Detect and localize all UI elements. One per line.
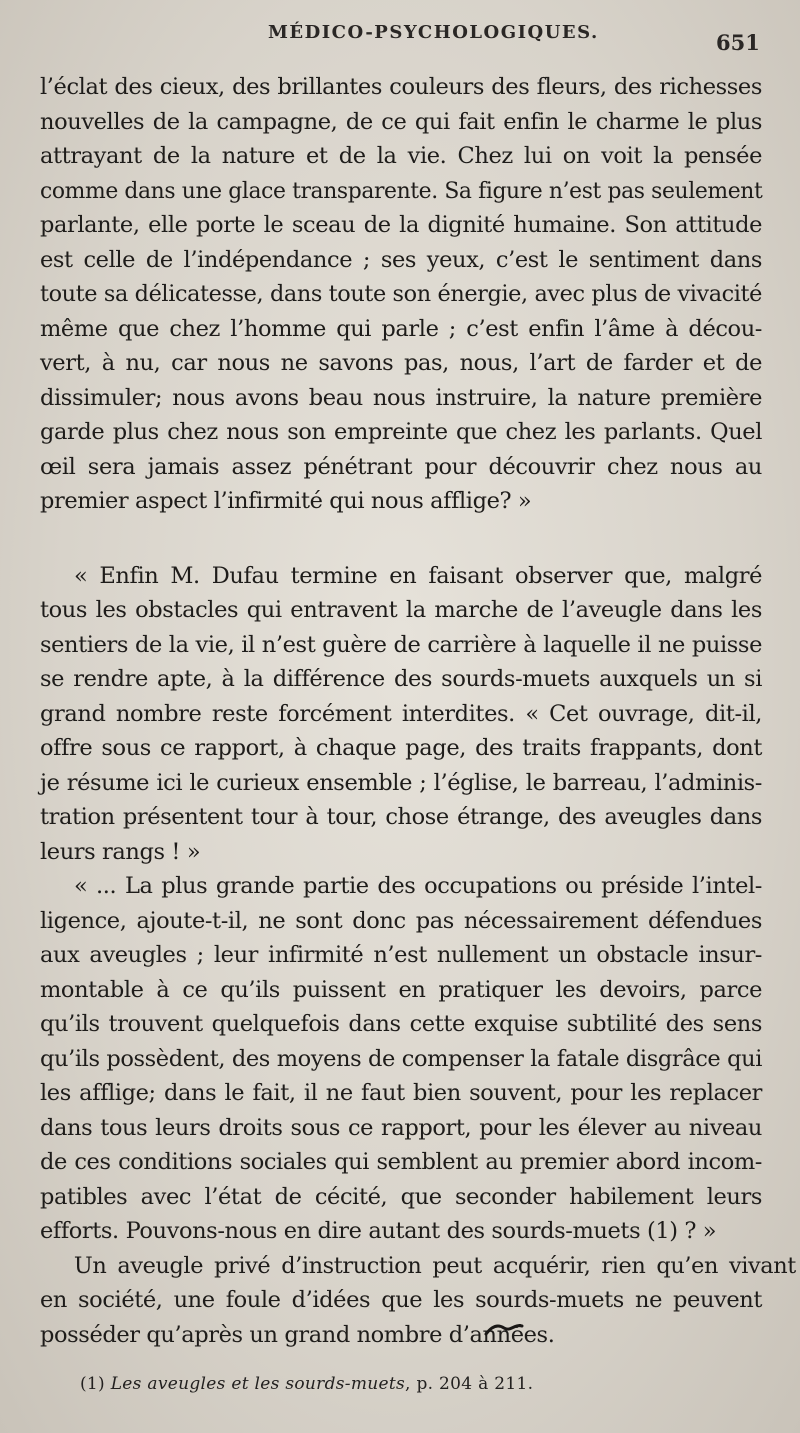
- text-line: sentiers de la vie, il n’est guère de carrière à laquelle il ne puisse: [40, 631, 762, 658]
- footnote-reference: , p. 204 à 211.: [405, 1374, 534, 1394]
- text-line: tration présentent tour à tour, chose étrange, des aveugles dans: [40, 804, 762, 830]
- text-line: qu’ils trouvent quelquefois dans cette exquise subtilité des sens: [40, 1011, 762, 1037]
- text-line: toute sa délicatesse, dans toute son énergie, avec plus de vivacité: [40, 281, 763, 307]
- paragraph-gap: [40, 519, 762, 559]
- text-line: montable à ce qu’ils puissent en pratiquer les devoirs, parce: [40, 976, 762, 1003]
- text-line: nouvelles de la campagne, de ce qui fait enfin le charme le plus: [40, 108, 762, 135]
- page-body: [40, 70, 796, 1352]
- text-line: parlante, elle porte le sceau de la dignité humaine. Son attitude: [40, 212, 762, 238]
- text-line: de ces conditions sociales qui semblent au premier abord incom-: [40, 1149, 762, 1175]
- text-line: « Enfin M. Dufau termine en faisant observer que, malgré: [74, 562, 762, 589]
- text-line: patibles avec l’état de cécité, que seconder habilement leurs: [40, 1183, 762, 1210]
- text-line: est celle de l’indépendance ; ses yeux, c’est le sentiment dans: [40, 246, 762, 273]
- text-line: dissimuler; nous avons beau nous instruire, la nature première: [40, 384, 762, 411]
- text-line: vert, à nu, car nous ne savons pas, nous, l’art de farder et de: [40, 350, 762, 376]
- text-line: attrayant de la nature et de la vie. Chez lui on voit la pensée: [40, 143, 762, 169]
- text-line: leurs rangs ! »: [40, 838, 201, 865]
- footnote-marker: (1): [80, 1374, 105, 1394]
- text-line: grand nombre reste forcément interdites. « Cet ouvrage, dit-il,: [40, 700, 762, 727]
- text-line: se rendre apte, à la différence des sourds-muets auxquels un si: [40, 666, 762, 692]
- page-number: 651: [716, 30, 760, 55]
- text-line: offre sous ce rapport, à chaque page, des traits frappants, dont: [40, 735, 762, 761]
- paragraph-4: [40, 1249, 796, 1353]
- text-line: comme dans une glace transparente. Sa figure n’est pas seulement: [40, 177, 763, 204]
- footnote-title: Les aveugles et les sourds-muets: [110, 1374, 406, 1394]
- text-line: en société, une foule d’idées que les sourds-muets ne peuvent: [40, 1287, 762, 1313]
- text-line: l’éclat des cieux, des brillantes couleurs des fleurs, des richesses: [40, 74, 762, 100]
- ink-smudge-icon: [484, 1320, 524, 1340]
- text-line: tous les obstacles qui entravent la marche de l’aveugle dans les: [40, 597, 762, 623]
- text-line: je résume ici le curieux ensemble ; l’église, le barreau, l’adminis-: [40, 769, 762, 796]
- text-line: premier aspect l’infirmité qui nous afflige? »: [40, 488, 532, 514]
- text-line: garde plus chez nous son empreinte que chez les parlants. Quel: [40, 419, 762, 445]
- text-line: Un aveugle privé d’instruction peut acquérir, rien qu’en vivant: [73, 1252, 796, 1279]
- text-line: œil sera jamais assez pénétrant pour découvrir chez nous au: [40, 453, 762, 480]
- text-line: qu’ils possèdent, des moyens de compenser la fatale disgrâce qui: [40, 1045, 762, 1072]
- text-line: aux aveugles ; leur infirmité n’est nullement un obstacle insur-: [40, 942, 762, 968]
- text-line: ligence, ajoute-t-il, ne sont donc pas nécessairement défendues: [40, 907, 762, 934]
- text-line: efforts. Pouvons-nous en dire autant des sourds-muets (1) ? »: [40, 1218, 717, 1244]
- paragraph-3: [40, 869, 762, 1249]
- text-line: même que chez l’homme qui parle ; c’est enfin l’âme à décou-: [40, 315, 762, 342]
- paragraph-2: [40, 559, 762, 870]
- text-line: « ... La plus grande partie des occupations ou préside l’intel-: [74, 873, 762, 899]
- text-line: les afflige; dans le fait, il ne faut bien souvent, pour les replacer: [40, 1080, 762, 1106]
- running-head: MÉDICO-PSYCHOLOGIQUES.: [268, 22, 599, 43]
- footnote: [80, 1374, 533, 1394]
- text-line: posséder qu’après un grand nombre d’années.: [40, 1321, 555, 1348]
- text-line: dans tous leurs droits sous ce rapport, pour les élever au niveau: [40, 1114, 762, 1141]
- paragraph-1: [40, 70, 762, 519]
